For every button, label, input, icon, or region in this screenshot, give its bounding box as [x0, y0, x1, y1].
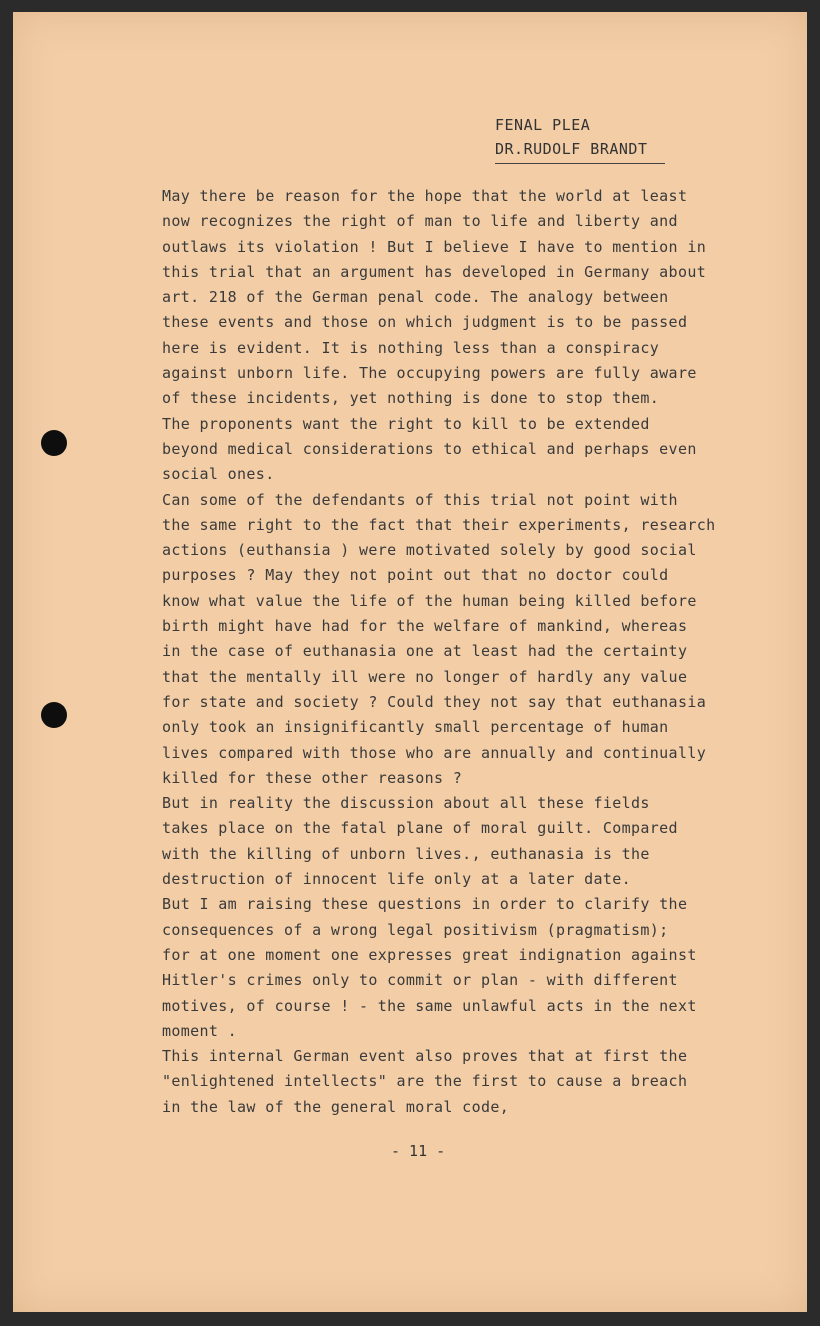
text-line: But I am raising these questions in order to clarify the: [162, 895, 688, 914]
text-line: purposes ? May they not point out that no doctor could: [162, 566, 669, 585]
text-line: in the law of the general moral code,: [162, 1097, 510, 1116]
text-line: "enlightened intellects" are the first to cause a breach: [162, 1072, 688, 1091]
text-line: for state and society ? Could they not say that euthanasia: [162, 692, 707, 711]
text-line: motives, of course ! - the same unlawful acts in the next: [162, 996, 697, 1015]
text-line: The proponents want the right to kill to be extended: [162, 414, 650, 433]
page-number: - 11 -: [391, 1142, 446, 1160]
text-line: in the case of euthanasia one at least had the certainty: [162, 642, 688, 661]
text-line: consequences of a wrong legal positivism (pragmatism);: [162, 920, 669, 939]
text-line: actions (euthansia ) were motivated solely by good social: [162, 541, 697, 560]
text-line: Hitler's crimes only to commit or plan - with different: [162, 971, 678, 990]
text-line: with the killing of unborn lives., euthanasia is the: [162, 844, 650, 863]
text-line: takes place on the fatal plane of moral guilt. Compared: [162, 819, 678, 838]
text-line: May there be reason for the hope that the world at least: [162, 187, 688, 205]
punch-hole-bottom: [41, 702, 67, 728]
text-line: But in reality the discussion about all these fields: [162, 794, 650, 813]
text-line: lives compared with those who are annually and continually: [162, 743, 707, 762]
punch-hole-top: [41, 430, 67, 456]
text-line: birth might have had for the welfare of mankind, whereas: [162, 617, 688, 636]
text-line: for at one moment one expresses great indignation against: [162, 945, 697, 964]
text-line: only took an insignificantly small percentage of human: [162, 718, 669, 737]
text-line: of these incidents, yet nothing is done to stop them.: [162, 389, 660, 408]
text-line: know what value the life of the human being killed before: [162, 591, 697, 610]
text-line: against unborn life. The occupying powers are fully aware: [162, 364, 697, 383]
text-line: that the mentally ill were no longer of hardly any value: [162, 667, 688, 686]
header-underline: [495, 163, 665, 164]
text-line: social ones.: [162, 465, 275, 484]
text-line: This internal German event also proves that at first the: [162, 1047, 688, 1066]
body-text: [162, 184, 762, 1120]
header-author: DR.RUDOLF BRANDT: [495, 140, 648, 158]
text-line: destruction of innocent life only at a later date.: [162, 870, 632, 889]
document-page: [13, 12, 807, 1312]
text-line: Can some of the defendants of this trial not point with: [162, 490, 678, 509]
text-line: this trial that an argument has developed in Germany about: [162, 262, 707, 281]
text-line: outlaws its violation ! But I believe I have to mention in: [162, 237, 707, 256]
text-line: art. 218 of the German penal code. The analogy between: [162, 288, 669, 307]
text-line: killed for these other reasons ?: [162, 768, 463, 787]
text-line: moment .: [162, 1021, 238, 1040]
text-line: the same right to the fact that their experiments, research: [162, 515, 716, 534]
text-line: here is evident. It is nothing less than a conspiracy: [162, 338, 660, 357]
text-line: these events and those on which judgment is to be passed: [162, 313, 688, 332]
header-title: FENAL PLEA: [495, 116, 591, 134]
text-line: now recognizes the right of man to life and liberty and: [162, 212, 678, 231]
text-line: beyond medical considerations to ethical and perhaps even: [162, 439, 697, 458]
document-header: [495, 113, 665, 164]
